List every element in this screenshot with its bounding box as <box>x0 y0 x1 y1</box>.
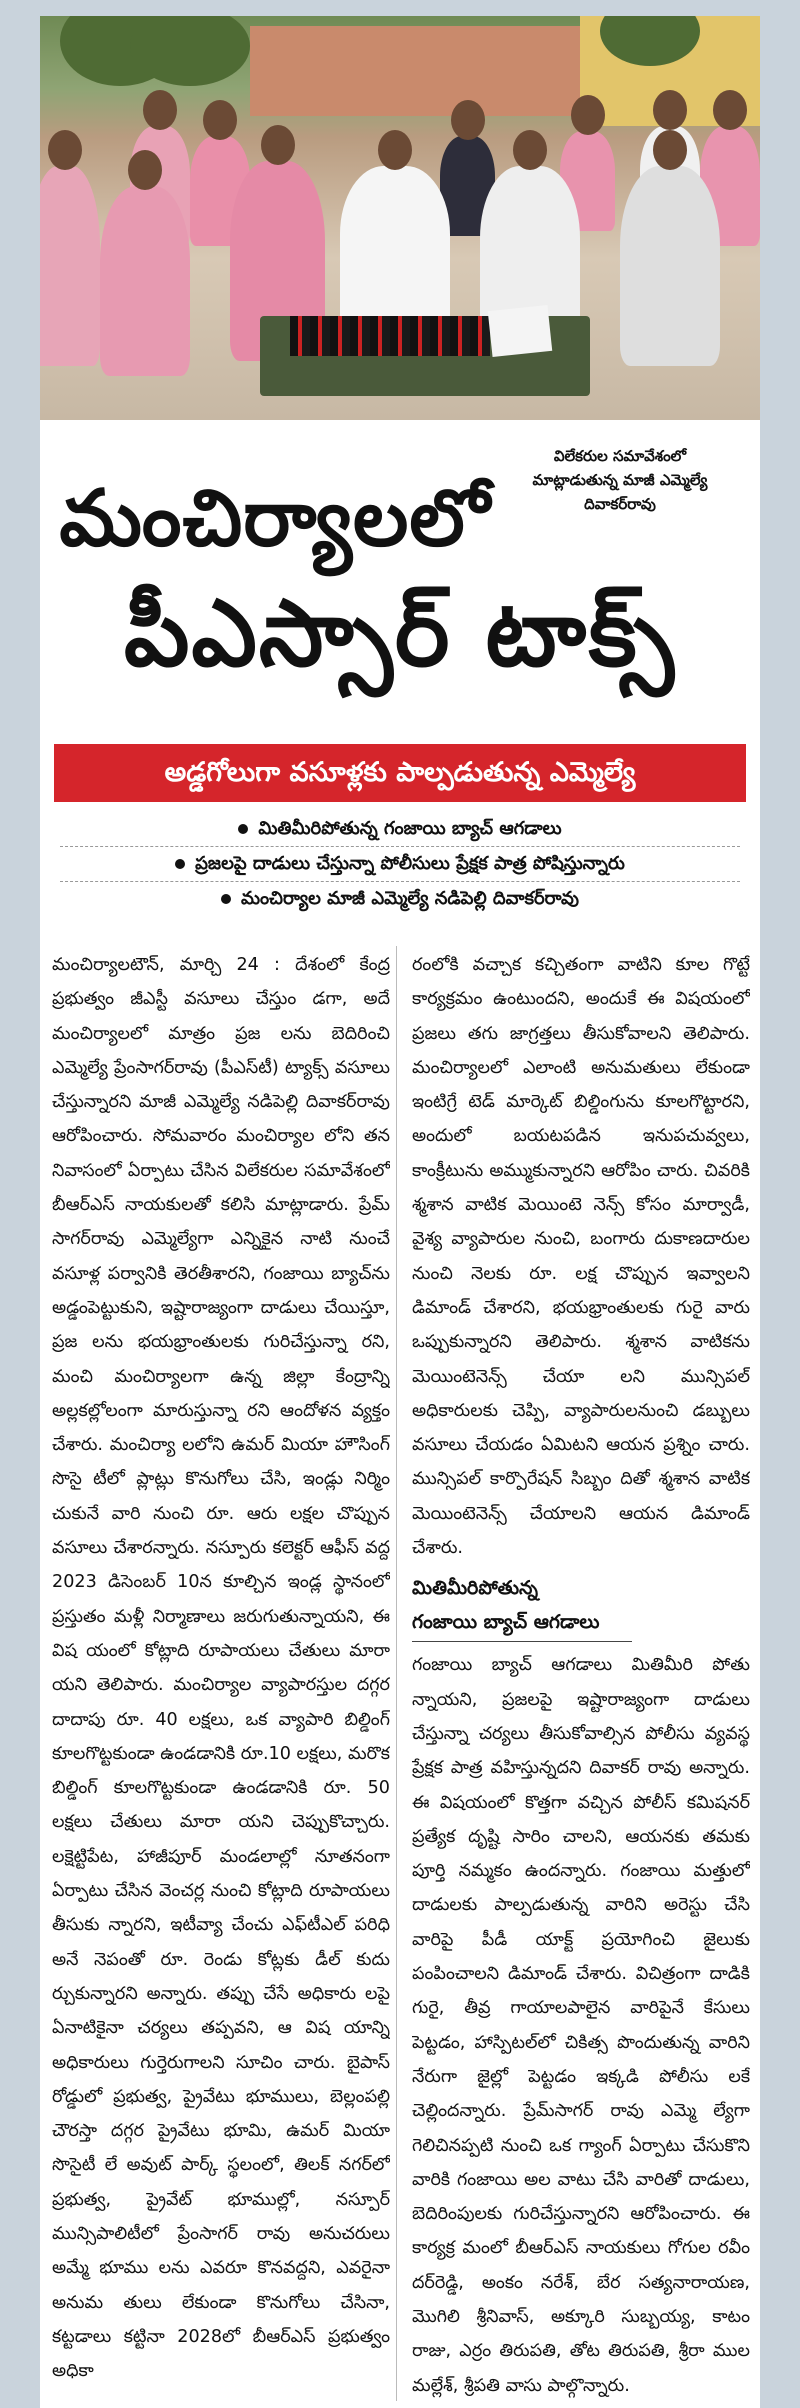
article-paragraph: రంలోకి వచ్చాక కచ్చితంగా వాటిని కూల గొట్టే కార్యక్రమం ఉంటుందని, అందుకే ఈ విషయంలో ప్రజలు తగు జాగ్రత్తలు తీసుకోవాలని తెలిపారు. మంచిర్యాలలో ఎలాంటి అనుమతులు లేకుండా ఇంటిగ్రే టెడ్ మార్కెట్ బిల్డింగును కూలగొట్టారని, అందులో బయటపడిన ఇనుపచువ్వలు, కాంక్రీటును అమ్ముకున్నారని ఆరోపిం చారు. చివరికి శ్మశాన వాటిక మెయింటె నెన్స్ కోసం మార్వాడీ, వైశ్య వ్యాపారుల నుంచి, బంగారు దుకాణదారుల నుంచి నెలకు రూ. లక్ష చొప్పున ఇవ్వాలని డిమాండ్ చేశారని, భయభ్రాంతులకు గురై వారు ఒప్పుకున్నారని తెలిపారు. శ్మశాన వాటికను మెయింటెనెన్స్ చేయా లని మున్సిపల్ అధికారులకు చెప్పి, వ్యాపారులనుంచి డబ్బులు వసూలు చేయడం ఏమిటని ఆయన ప్రశ్నిం చారు. మున్సిపల్ కార్పొరేషన్ సిబ్బం దితో శ్మశాన వాటిక మెయింటెనెన్స్ చేయాలని ఆయన డిమాండ్ చేశారు. <box>412 955 750 1559</box>
microphones <box>290 316 490 356</box>
bullet-item: ప్రజలపై దాడులు చేస్తున్నా పోలీసులు ప్రేక్షక పాత్ర పోషిస్తున్నారు <box>60 847 740 882</box>
bullet-dot-icon <box>238 824 248 834</box>
newspaper-page <box>40 16 760 2408</box>
article-paragraph: మంచిర్యాలటౌన్, మార్చి 24 : దేశంలో కేంద్ర ప్రభుత్వం జీఎస్టీ వసూలు చేస్తుం డగా, అదే మంచిర్యాలలో మాత్రం ప్రజ లను బెదిరించి ఎమ్మెల్యే ప్రేంసాగర్‌రావు (పీఎస్‌టీ) ట్యాక్స్ వసూలు చేస్తున్నారని మాజీ ఎమ్మెల్యే నడిపెల్లి దివాకర్‌రావు ఆరోపించారు. సోమవారం మంచిర్యాల లోని తన నివాసంలో ఏర్పాటు చేసిన విలేకరుల సమావేశంలో బీఆర్‌ఎస్ నాయకులతో కలిసి మాట్లాడారు. ప్రేమ్ సాగర్‌రావు ఎమ్మెల్యేగా ఎన్నికైన నాటి నుంచే వసూళ్ల పర్వానికి తెరతీశారని, గంజాయి బ్యాచ్‌ను అడ్డంపెట్టుకుని, ఇష్టారాజ్యంగా దాడులు చేయిస్తూ, ప్రజ లను భయభ్రాంతులకు గురిచేస్తున్నా రని, మంచి మంచిర్యాలగా ఉన్న జిల్లా కేంద్రాన్ని అల్లకల్లోలంగా మారుస్తున్నా రని ఆందోళన వ్యక్తం చేశారు. మంచిర్యా లలోని ఉమర్ మియా హౌసింగ్ సొసై టీలో ప్లాట్లు కొనుగోలు చేసి, ఇండ్లు నిర్మిం చుకునే వారి నుంచి రూ. ఆరు లక్షల చొప్పున వసూలు చేశారన్నారు. నస్పూరు కలెక్టర్ ఆఫీస్ వద్ద 2023 డిసెంబర్ 10న కూల్చిన ఇండ్ల స్థానంలో ప్రస్తుతం మళ్లీ నిర్మాణాలు జరుగుతున్నాయని, ఈ విష యంలో కోట్లాది రూపాయలు చేతులు మారా యని తెలిపారు. మంచిర్యాల వ్యాపారస్తుల దగ్గర దాదాపు రూ. 40 లక్షలు, ఒక వ్యాపారి బిల్డింగ్ కూలగొట్టకుండా ఉండడానికి రూ.10 లక్షలు, మరొక బిల్డింగ్ కూలగొట్టకుండా ఉండడానికి రూ. 50 లక్షలు చేతులు మారా యని చెప్పుకొచ్చారు. లక్షెట్టిపేట, హాజీపూర్ మండలాల్లో నూతనంగా ఏర్పాటు చేసిన వెంచర్ల నుంచి కోట్లాది రూపాయలు తీసుకు న్నారని, ఇటీవ్యా చేంచు ఎఫ్‌టీఎల్ పరిధి అనే నెపంతో రూ. రెండు కోట్లకు డీల్ కుదు ర్చుకున్నారని అన్నారు. తప్పు చేసే అధికారు లపై ఏనాటికైనా చర్యలు తప్పవని, ఆ విష యాన్ని అధికారులు గుర్తెరుగాలని సూచిం చారు. బైపాస్ రోడ్డులో ప్రభుత్వ, ప్రైవేటు భూములు, బెల్లంపల్లి చౌరస్తా దగ్గర ప్రైవేటు భూమి, ఉమర్ మియా సొసైటీ లే అవుట్ పార్క్ స్థలంలో, తిలక్ నగర్‌లో ప్రభుత్వ, ప్రైవేట్ భూముల్లో, నస్పూర్ మున్సిపాలిటీలో ప్రేంసాగర్ రావు అనుచరులు అమ్మే భూము లను ఎవరూ కొనవద్దని, ఎవరైనా అనుమ తులు లేకుండా కొనుగోలు చేసినా, కట్టడాలు కట్టినా 2028లో బీఆర్‌ఎస్ ప్రభుత్వం అధికా <box>52 955 390 2382</box>
headline-line-2: పీఎస్సార్ టాక్స్ <box>123 580 677 687</box>
bullet-item: మితిమీరిపోతున్న గంజాయి బ్యాచ్ ఆగడాలు <box>60 812 740 847</box>
subheading: మితిమీరిపోతున్న <box>412 1577 539 1600</box>
article-column-left <box>52 948 390 2408</box>
headline-line-1: మంచిర్యాలలో <box>59 474 491 564</box>
article-paragraph: గంజాయి బ్యాచ్ ఆగడాలు మితిమీరి పోతు న్నాయని, ప్రజలపై ఇష్టారాజ్యంగా దాడులు చేస్తున్నా చర్యలు తీసుకోవాల్సిన పోలీసు వ్యవస్థ ప్రేక్షక పాత్ర వహిస్తున్నదని దివాకర్ రావు అన్నారు. ఈ విషయంలో కొత్తగా వచ్చిన పోలీస్ కమిషనర్ ప్రత్యేక దృష్టి సారిం చాలని, ఆయనకు తమకు పూర్తి నమ్మకం ఉందన్నారు. గంజాయి మత్తులో దాడులకు పాల్పడుతున్న వారిని అరెస్టు చేసి వారిపై పీడీ యాక్ట్ ప్రయోగించి జైలుకు పంపించాలని డిమాండ్ చేశారు. విచిత్రంగా దాడికి గురై, తీవ్ర గాయాలపాలైన వారిపైనే కేసులు పెట్టడం, హాస్పిటల్‌లో చికిత్స పొందుతున్న వారిని నేరుగా జైల్లో పెట్టడం ఇక్కడి పోలీసు లకే చెల్లిందన్నారు. ప్రేమ్‌సాగర్ రావు ఎమ్మె ల్యేగా గెలిచినప్పటి నుంచి ఒక గ్యాంగ్ ఏర్పాటు చేసుకొని వారికి గంజాయి అల వాటు చేసి వారితో దాడులు, బెదిరింపులకు గురిచేస్తున్నారని ఆరోపించారు. ఈ కార్యక్ర మంలో బీఆర్‌ఎస్ నాయకులు గోగుల రవీం దర్‌రెడ్డి, అంకం నరేశ్, బేర సత్యనారాయణ, మొగిలి శ్రీనివాస్, అక్కూరి సుబ్బయ్య, కాటం రాజు, ఎర్రం తిరుపతి, తోట తిరుపతి, శ్రీరా ముల మల్లేశ్, శ్రీపతి వాసు పాల్గొన్నారు. <box>412 1655 750 2396</box>
caption-line: దివాకర్‌రావు <box>584 495 656 513</box>
article-column-right <box>412 948 750 2408</box>
bullet-dot-icon <box>175 859 185 869</box>
subheading: గంజాయి బ్యాచ్ ఆగడాలు <box>412 1611 600 1634</box>
press-conference-photo <box>40 16 760 420</box>
caption-line: మాట్లాడుతున్న మాజీ ఎమ్మెల్యే <box>532 471 708 489</box>
subheading-rule <box>412 1641 632 1642</box>
caption-line: విలేకరుల సమావేశంలో <box>553 447 687 465</box>
column-divider <box>396 946 397 2401</box>
highlight-bullets <box>40 812 760 916</box>
bullet-item: మంచిర్యాల మాజీ ఎమ్మెల్యే నడిపెల్లి దివాకర్‌రావు <box>60 882 740 916</box>
photo-caption <box>510 444 730 516</box>
bullet-dot-icon <box>221 894 231 904</box>
strap-banner: అడ్డగోలుగా వసూళ్లకు పాల్పడుతున్న ఎమ్మెల్యే <box>54 744 746 802</box>
